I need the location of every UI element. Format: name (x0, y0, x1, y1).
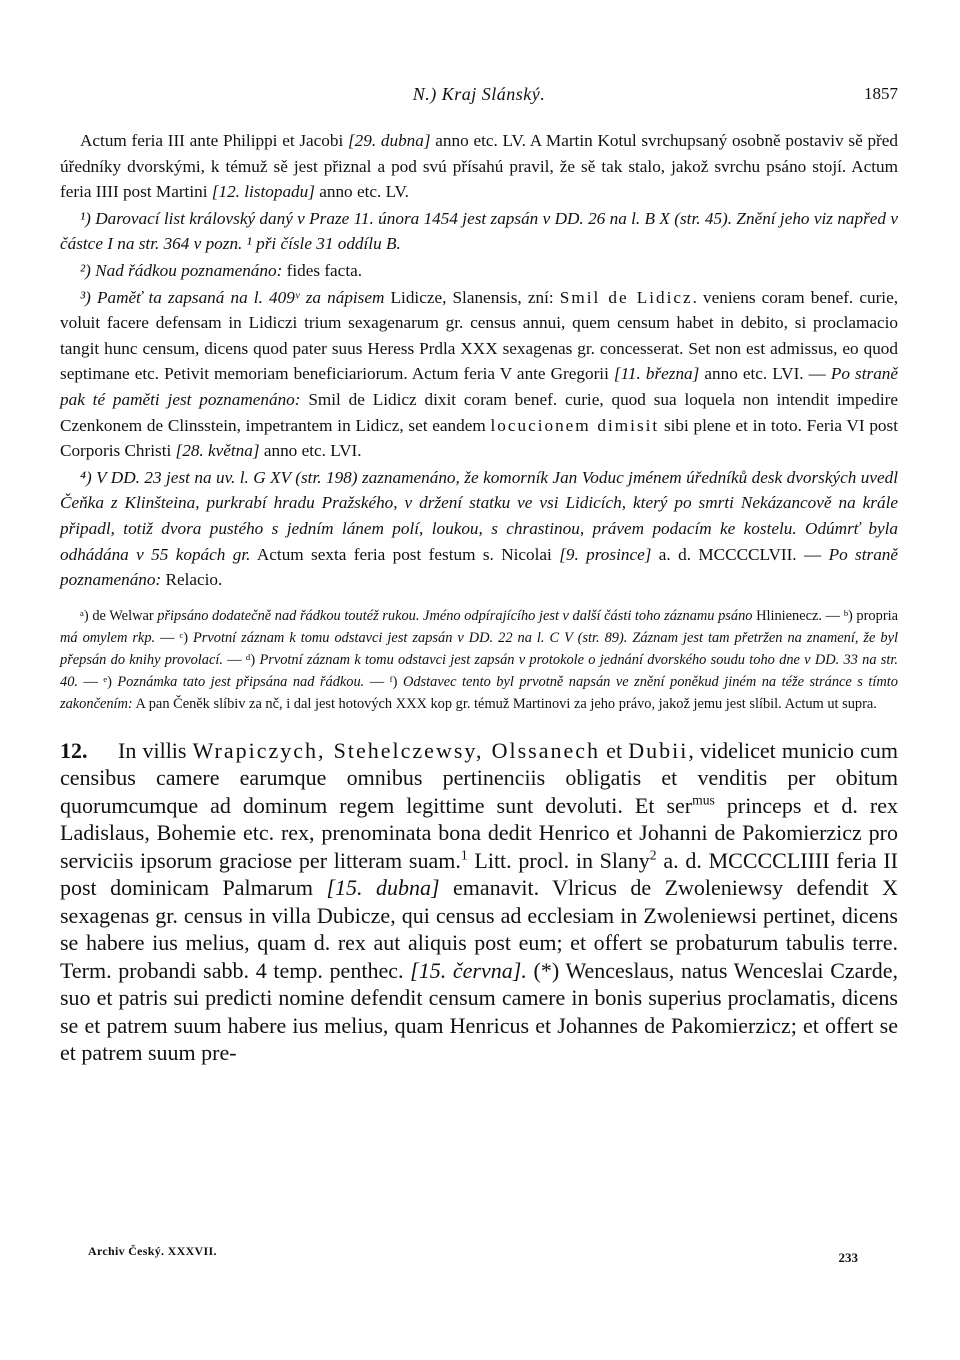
footer-signature: 233 (838, 1250, 858, 1265)
running-header (60, 84, 898, 110)
footer-publication: Archiv Český. XXXVII. (88, 1244, 217, 1258)
footnote-3: ³) Paměť ta zapsaná na l. 409ᵛ za nápisem Lidicze, Slanensis, zní: Smil de Lidicz. veniens coram benef. curie, voluit facere defensam in Lidiczi trium sexagenarum gr. census annui, quem censum habet in debito, si proclamacio tangit hunc censum, dicens quod pater suus Heress Prdla XXX sexagenas gr. concesserat. Set non est admissus, eo quod septimane etc. Petivit memoriam beneficiariorum. Actum feria V ante Gregorii [11. března] anno etc. LVI. — Po straně pak té paměti jest poznamenáno: Smil de Lidicz dixit coram benef. curie, quod sua loquela non intendit impedire Czenkonem de Clinsstein, impetrantem in Lidicz, set eandem locucionem dimisit sibi plene et in toto. Feria VI post Corporis Christi [28. května] anno etc. LVI. (60, 287, 899, 461)
entry-12: 12. In villis Wrapiczych, Stehelczewsy, Olssanech et Dubii, videlicet municio cum censibus camere earumque omnibus pertinenciis obligatis et venditis per obitum quorumcumque ad dominum regem legittime sunt devoluti. Et ser$^{mus}$ princeps et d. rex Ladislaus, Bohemie etc. rex, prenominata bona dedit Henrico et Johanni de Pakomierzicz pro serviciis ipsorum graciose per litteram suam.$^1$ Litt. procl. in Slany$^2$ a. d. MCCCCLIIII feria II post dominicam Palmarum [15. dubna] emanavit. Vlricus de Zwoleniewsy defendit X sexagenas gr. census in villa Dubicze, qui census ad ecclesiam in Zwoleniewsi pertinet, dicens se habere ius melius, quam d. rex aut aliquis post eum; et offert se probaturum tabulis terre. Term. probandi sabb. 4 temp. penthec. [15. června]. (*) Wenceslaus, natus Wenceslai Czarde, suo et patris sui predicti nomine defendit censum camere in bonis superius proclamatis, dicens se et patrem suum habere ius melius, quam Henricus et Johannes de Pakomierzicz; et offert se et patrem suum pre- (60, 737, 898, 1066)
footnote-1: ¹) Darovací list královský daný v Praze 11. února 1454 jest zapsán v DD. 26 na l. B X (str. 45). Znění jeho viz napřed v částce I na str. 364 v pozn. ¹ při čísle 31 oddílu B. (60, 208, 898, 254)
page-footer (88, 1244, 858, 1268)
running-title: N.) Kraj Slánský. (412, 84, 546, 104)
critical-apparatus: ᵃ) de Welwar připsáno dodatečně nad řádkou toutéž rukou. Jméno odpírajícího jest v další části toho záznamu psáno Hlinienecz. — ᵇ) propria má omylem rkp. — ᶜ) Prvotní záznam k tomu odstavci jest zapsán v DD. 22 na l. C V (str. 89). Záznam jest tam přetržen na znamení, že byl přepsán do knihy provolací. — ᵈ) Prvotní záznam k tomu odstavci jest zapsán v protokole o jednání dvorského soudu toho dne v DD. 33 na str. 40. — ᵉ) Poznámka tato jest připsána nad řádkou. — ᶠ) Odstavec tento byl prvotně napsán ve znění poněkud jiném na téže stránce s tímto zakončením: A pan Čeněk slíbiv za nč, i dal jest hotových XXX kop gr. témuž Martinovi za jeho právo, jakož jemu jest slíbil. Actum ut supra. (60, 607, 899, 712)
footnote-2: ²) Nad řádkou poznamenáno: fides facta. (80, 260, 363, 280)
page-number: 1857 (864, 84, 898, 103)
document-page (60, 84, 898, 1067)
entry-number: 12. (60, 737, 88, 763)
main-paragraph: Actum feria III ante Philippi et Jacobi [29. dubna] anno etc. LV. A Martin Kotul svrchupsaný osobně postaviv sě před úředníky dvorskými, k témuž sě jest přiznal a pod svú přísahú pravil, že sě tak stalo, jakož svrchu psáno stojí. Actum feria IIII post Martini [12. listopadu] anno etc. LV. (60, 131, 898, 202)
footnote-4: ⁴) V DD. 23 jest na uv. l. G XV (str. 198) zaznamenáno, že komorník Jan Voduc jménem úředníků desk dvorských uvedl Čeňka z Klinšteina, purkrabí hradu Pražského, v držení statku ve vsi Lidicích, který po smrti Nekázancově na krále připadl, totiž dvora pustého s jedním lánem polí, loukou, s chrastinou, právem podacím ke kostelu. Odúmrť byla odhádána v 55 kopách gr. Actum sexta feria post festum s. Nicolai [9. prosince] a. d. MCCCCLVII. — Po straně poznamenáno: Relacio. (60, 467, 899, 590)
